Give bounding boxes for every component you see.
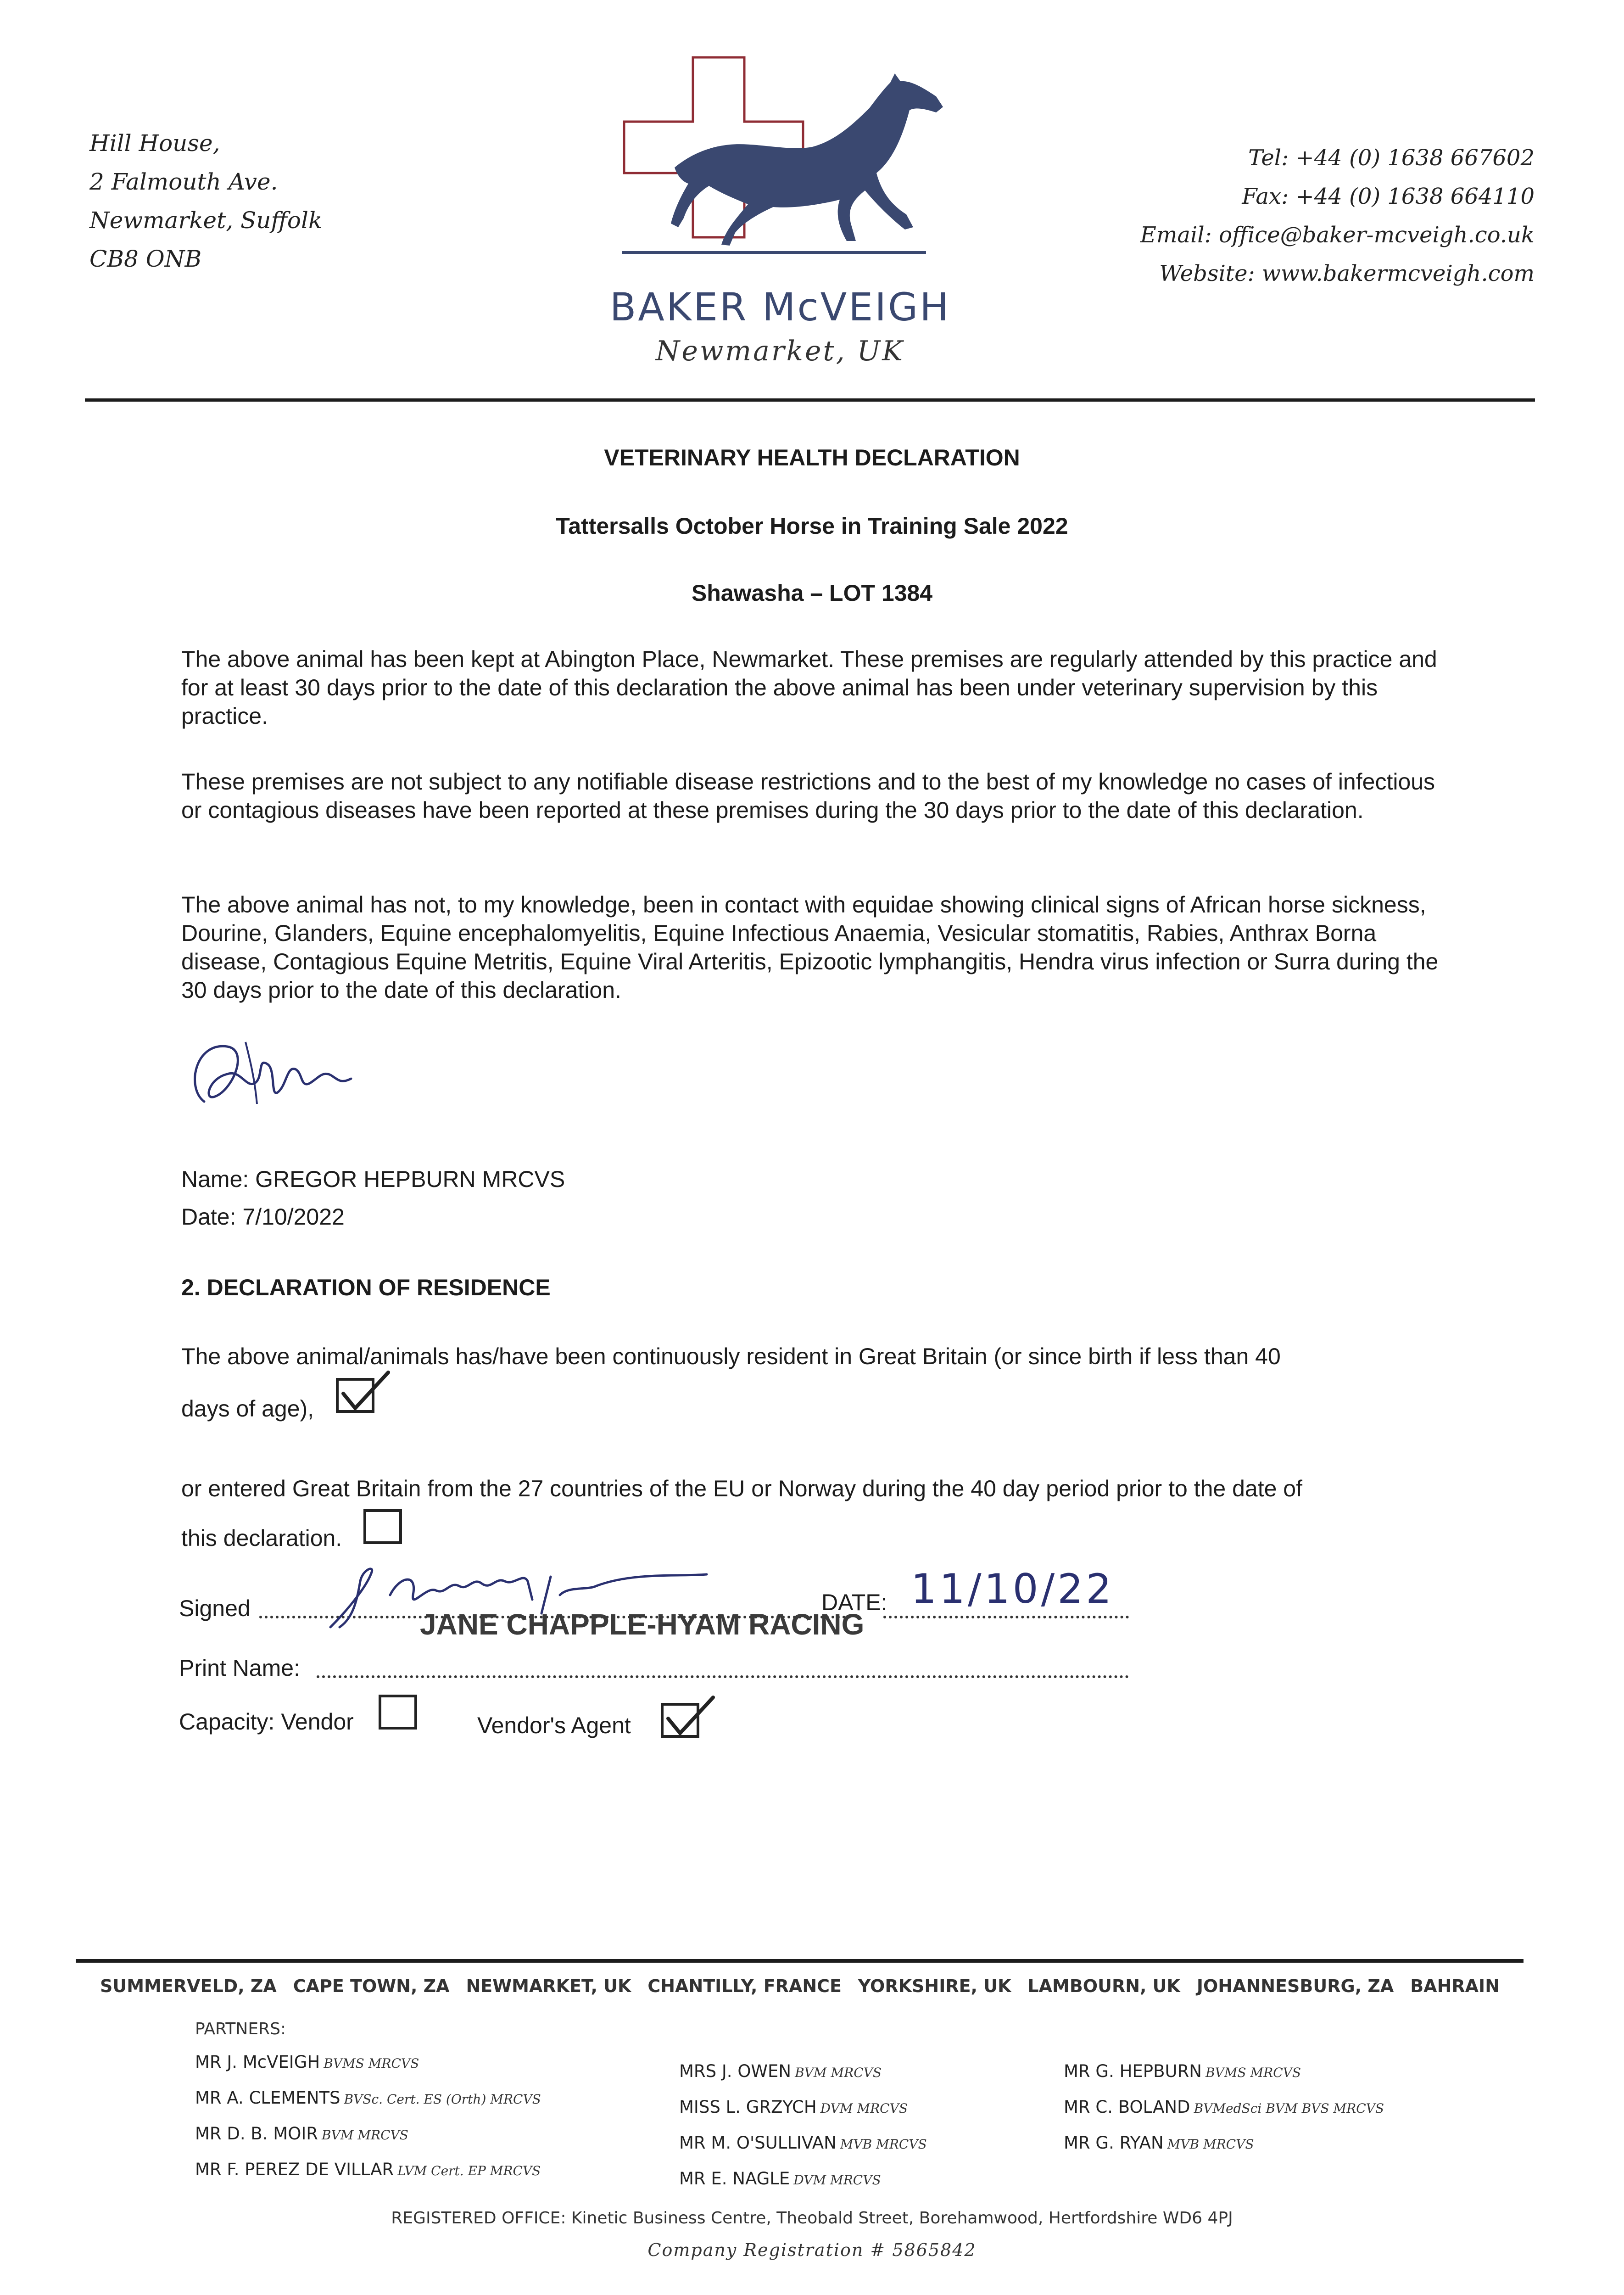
practice-address (89, 124, 322, 278)
partners-label: PARTNERS: (195, 2020, 286, 2038)
partners-column (679, 2054, 927, 2197)
phone-number: Tel: +44 (0) 1638 667602 (1248, 145, 1535, 171)
company-registration: Company Registration # 5865842 (647, 2240, 977, 2260)
email-address: Email: office@baker-mcveigh.co.uk (1140, 222, 1535, 248)
address-line: 2 Falmouth Ave. (89, 168, 278, 195)
print-name-label: Print Name: (179, 1655, 300, 1681)
location-item: CHANTILLY, FRANCE (647, 1976, 842, 1996)
sale-subtitle: Tattersalls October Horse in Training Sale 2022 (556, 513, 1068, 539)
location-item: LAMBOURN, UK (1027, 1976, 1180, 1996)
date-label: DATE: (821, 1590, 887, 1615)
brand-name: BAKER McVEIGH (609, 285, 951, 330)
address-line: CB8 ONB (89, 246, 202, 272)
footer-divider (76, 1959, 1524, 1963)
website: Website: www.bakermcveigh.com (1159, 261, 1535, 286)
supervision-paragraph: The above animal has been kept at Abington Place, Newmarket. These premises are regularly attended by this practice and for at least 30 days prior to the date of this declaration the above animal has been under veterinary supervision by this practice. (181, 646, 1437, 729)
residence-text-line: days of age), (181, 1396, 314, 1422)
office-locations (100, 1976, 1500, 1996)
partners-column (195, 2045, 541, 2188)
capacity-label: Capacity: Vendor (179, 1709, 354, 1735)
location-item: CAPE TOWN, ZA (293, 1976, 450, 1996)
lot-heading: Shawasha – LOT 1384 (691, 580, 933, 606)
registered-office: REGISTERED OFFICE: Kinetic Business Centre, Theobald Street, Borehamwood, Hertfordshire WD6 4PJ (391, 2209, 1233, 2228)
partner-entry: MR J. McVEIGH BVMS MRCVS (195, 2052, 419, 2072)
logo-underline (622, 251, 926, 254)
resident-checkbox[interactable] (336, 1378, 374, 1413)
address-line: Hill House, (89, 130, 220, 157)
partner-entry: MISS L. GRZYCH DVM MRCVS (679, 2097, 908, 2117)
partner-entry: MR A. CLEMENTS BVSc. Cert. ES (Orth) MRCVS (195, 2088, 541, 2108)
print-name-line (317, 1675, 1129, 1678)
header-divider (85, 398, 1535, 402)
residence-text-line: this declaration. (181, 1525, 342, 1551)
location-item: NEWMARKET, UK (466, 1976, 631, 1996)
location-item: JOHANNESBURG, ZA (1196, 1976, 1394, 1996)
partner-entry: MR M. O'SULLIVAN MVB MRCVS (679, 2133, 927, 2153)
disease-contact-paragraph: The above animal has not, to my knowledge, been in contact with equidae showing clinical signs of African horse sickness, Dourine, Glanders, Equine encephalomyelitis, Equine Infectious Anaemia, Vesicular stomatitis, Rabies, Anthrax Borna disease, Contagious Equine Metritis, Equine Viral Arteritis, Epizootic lymphangitis, Hendra virus infection or Surra during the 30 days prior to the date of this declaration. (181, 892, 1439, 1003)
vendor-checkbox[interactable] (379, 1695, 417, 1730)
checkmark-icon (337, 1367, 392, 1417)
vendors-agent-label: Vendor's Agent (477, 1713, 631, 1738)
baker-mcveigh-logo (619, 53, 987, 291)
partner-entry: MRS J. OWEN BVM MRCVS (679, 2061, 882, 2081)
horse-silhouette (671, 73, 943, 246)
document-title: VETERINARY HEALTH DECLARATION (604, 445, 1020, 470)
location-item: YORKSHIRE, UK (858, 1976, 1011, 1996)
partner-entry: MR F. PEREZ DE VILLAR LVM Cert. EP MRCVS (195, 2160, 541, 2179)
vendor-stamp: JANE CHAPPLE-HYAM RACING (420, 1608, 865, 1641)
checkmark-icon (662, 1691, 717, 1741)
residence-text-line: The above animal/animals has/have been continuously resident in Great Britain (or since birth if less than 40 (181, 1343, 1281, 1369)
vet-date: Date: 7/10/2022 (181, 1204, 345, 1230)
partner-entry: MR C. BOLAND BVMedSci BVM BVS MRCVS (1064, 2097, 1384, 2117)
partners-column (1064, 2054, 1384, 2161)
vendors-agent-checkbox[interactable] (661, 1703, 699, 1738)
address-line: Newmarket, Suffolk (89, 207, 323, 234)
residence-heading: 2. DECLARATION OF RESIDENCE (181, 1275, 551, 1300)
date-handwritten: 11/10/22 (911, 1565, 1115, 1612)
location-item: BAHRAIN (1410, 1976, 1500, 1996)
partner-entry: MR D. B. MOIR BVM MRCVS (195, 2124, 408, 2144)
premises-paragraph: These premises are not subject to any notifiable disease restrictions and to the best of my knowledge no cases of infectious or contagious diseases have been reported at these premises during the 30 days prior to the date of this declaration. (181, 769, 1435, 823)
brand-location: Newmarket, UK (655, 335, 905, 367)
entered-checkbox[interactable] (363, 1509, 402, 1544)
fax-number: Fax: +44 (0) 1638 664110 (1242, 184, 1535, 209)
location-item: SUMMERVELD, ZA (100, 1976, 277, 1996)
signed-label: Signed (179, 1595, 251, 1621)
partner-entry: MR E. NAGLE DVM MRCVS (679, 2169, 881, 2189)
partner-entry: MR G. RYAN MVB MRCVS (1064, 2133, 1254, 2153)
date-line (883, 1616, 1129, 1618)
vet-name: Name: GREGOR HEPBURN MRCVS (181, 1166, 565, 1192)
practice-contact (1076, 139, 1535, 293)
partner-entry: MR G. HEPBURN BVMS MRCVS (1064, 2061, 1301, 2081)
vet-signature (177, 1024, 397, 1125)
residence-text-line: or entered Great Britain from the 27 countries of the EU or Norway during the 40 day period prior to the date of (181, 1476, 1302, 1501)
